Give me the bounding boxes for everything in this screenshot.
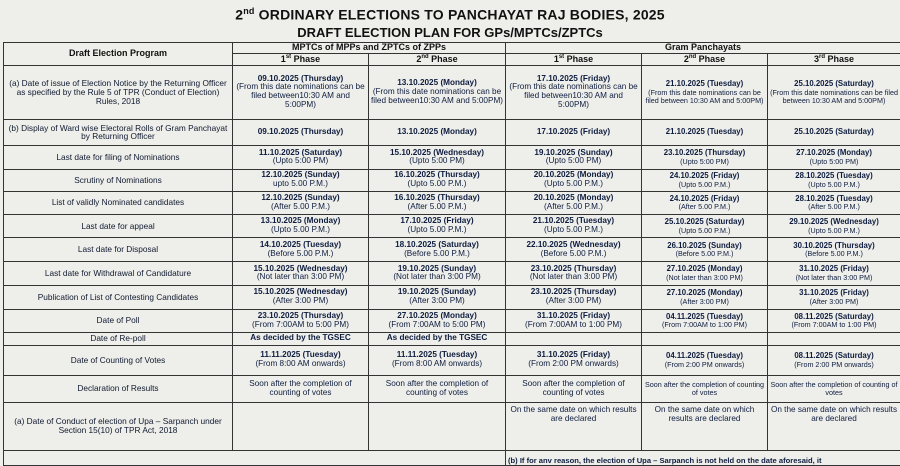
cell-date: 25.10.2025 (Saturday) bbox=[794, 79, 874, 89]
cell-date: 28.10.2025 (Tuesday) bbox=[795, 193, 873, 203]
cell-note: (Before 5.00 P.M.) bbox=[404, 248, 470, 258]
cell-note: (Upto 5.00 P.M.) bbox=[678, 225, 731, 235]
cell-date: 31.10.2025 (Friday) bbox=[536, 350, 611, 360]
document-title: 2nd ORDINARY ELECTIONS TO PANCHAYAT RAJ BODIES, 2025 bbox=[235, 6, 665, 23]
cell-note: (Upto 5.00 P.M.) bbox=[808, 225, 860, 235]
cell-note: (Upto 5.00 P.M.) bbox=[544, 179, 604, 189]
cell-note: (From 7:00AM to 1:00 PM) bbox=[525, 319, 622, 329]
empty-cell bbox=[233, 402, 369, 450]
cell-date: 09.10.2025 (Thursday) bbox=[257, 73, 344, 83]
schedule-cell bbox=[506, 309, 642, 332]
cell-date: 11.11.2025 (Tuesday) bbox=[396, 350, 478, 360]
schedule-cell bbox=[768, 402, 900, 450]
schedule-cell bbox=[768, 262, 900, 286]
cell-date: 30.10.2025 (Thursday) bbox=[793, 240, 875, 250]
cell-note: Soon after the completion of counting of votes bbox=[644, 380, 765, 397]
schedule-cell bbox=[642, 215, 768, 238]
schedule-cell bbox=[768, 285, 900, 309]
schedule-row bbox=[4, 345, 900, 375]
cell-note: (Before 5.00 P.M.) bbox=[267, 248, 334, 258]
document-subtitle: DRAFT ELECTION PLAN FOR GPs/MPTCs/ZPTCs bbox=[297, 25, 603, 40]
row-label: Date of Counting of Votes bbox=[4, 345, 233, 375]
schedule-cell bbox=[233, 191, 369, 215]
schedule-cell bbox=[369, 285, 506, 309]
group-header-mptc-zptc: MPTCs of MPPs and ZPTCs of ZPPs bbox=[233, 43, 506, 54]
cell-date: 19.10.2025 (Sunday) bbox=[397, 287, 477, 297]
schedule-cell bbox=[233, 169, 369, 191]
cell-note: (After 3:00 PM) bbox=[680, 296, 729, 306]
cell-note: (From 8:00 AM onwards) bbox=[255, 359, 346, 369]
schedule-cell bbox=[642, 238, 768, 262]
cell-note: (From 2:00 PM onwards) bbox=[794, 359, 874, 369]
cell-note: (From this date nominations can be filed between10:30 AM and 5:00PM) bbox=[371, 86, 503, 105]
schedule-cell bbox=[768, 215, 900, 238]
schedule-cell bbox=[642, 65, 768, 119]
cell-date: As decided by the TGSEC bbox=[250, 333, 351, 343]
cell-date: 09.10.2025 (Thursday) bbox=[257, 127, 344, 137]
cell-note: (From this date nominations can be filed between10:30 AM and 5:00PM) bbox=[236, 82, 365, 110]
cell-date: 24.10.2025 (Friday) bbox=[669, 171, 740, 181]
cell-note: (After 5.00 P.M.) bbox=[544, 201, 604, 211]
cell-date: 29.10.2025 (Wednesday) bbox=[789, 217, 879, 227]
cell-note: upto 5.00 P.M.) bbox=[273, 179, 328, 189]
schedule-cell bbox=[768, 145, 900, 169]
cell-date: 31.10.2025 (Friday) bbox=[799, 288, 869, 298]
cell-note: (After 3:00 PM) bbox=[809, 296, 859, 306]
schedule-cell bbox=[233, 309, 369, 332]
cell-note: (Not later than 3:00 PM) bbox=[529, 272, 618, 282]
cell-note: (Upto 5.00 P.M.) bbox=[678, 179, 731, 189]
cell-note: (Not later than 3:00 PM) bbox=[795, 272, 873, 282]
cell-note: (From this date nominations can be filed between 10:30 AM and 5:00PM) bbox=[645, 87, 764, 105]
phase-header: 1st Phase bbox=[233, 54, 369, 66]
schedule-cell bbox=[369, 375, 506, 402]
schedule-cell bbox=[506, 345, 642, 375]
schedule-cell bbox=[768, 345, 900, 375]
cell-note: Soon after the completion of counting of votes bbox=[249, 379, 352, 397]
cell-note: (Upto 5:00 PM) bbox=[809, 156, 859, 166]
cell-date: 21.10.2025 (Tuesday) bbox=[665, 127, 744, 137]
schedule-cell bbox=[642, 262, 768, 286]
cell-note: (Upto 5.00 P.M.) bbox=[270, 225, 330, 235]
schedule-cell bbox=[369, 345, 506, 375]
cell-note: (From this date nominations can be filed between10:30 AM and 5:00PM) bbox=[509, 82, 638, 110]
cell-note: (Upto 5.00 P.M.) bbox=[407, 225, 467, 235]
schedule-cell bbox=[233, 215, 369, 238]
row-label: Scrutiny of Nominations bbox=[4, 169, 233, 191]
schedule-cell bbox=[506, 65, 642, 119]
cell-date: 31.10.2025 (Friday) bbox=[536, 310, 611, 320]
cell-note: (Before 5.00 P.M.) bbox=[540, 248, 607, 258]
cell-note: (Before 5.00 P.M.) bbox=[675, 248, 734, 258]
schedule-row bbox=[4, 215, 900, 238]
schedule-row bbox=[4, 191, 900, 215]
cell-date: 17.10.2025 (Friday) bbox=[536, 127, 611, 137]
row-label: Last date for filing of Nominations bbox=[4, 145, 233, 169]
schedule-cell bbox=[369, 145, 506, 169]
cell-date: 20.10.2025 (Monday) bbox=[533, 170, 614, 180]
row-label: List of validly Nominated candidates bbox=[4, 191, 233, 215]
row-label: Declaration of Results bbox=[4, 375, 233, 402]
cell-date: 27.10.2025 (Monday) bbox=[796, 148, 872, 158]
schedule-cell bbox=[506, 402, 642, 450]
cell-date: 11.10.2025 (Saturday) bbox=[258, 147, 343, 157]
cell-date: 12.10.2025 (Sunday) bbox=[261, 170, 340, 180]
cell-note: (From 7:00AM to 1:00 PM) bbox=[791, 319, 877, 329]
schedule-cell bbox=[506, 145, 642, 169]
cell-date: 28.10.2025 (Tuesday) bbox=[795, 171, 873, 181]
cell-date: 15.10.2025 (Wednesday) bbox=[389, 147, 485, 157]
empty-cell bbox=[369, 402, 506, 450]
cell-date: 27.10.2025 (Monday) bbox=[666, 288, 743, 298]
row-label: (a) Date of issue of Election Notice by the Returning Officer as specified by the Rule 5 of TPR (Conduct of Election) Rules, 2018 bbox=[4, 65, 233, 119]
schedule-cell bbox=[642, 375, 768, 402]
phase-header: 2nd Phase bbox=[369, 54, 506, 66]
cell-note: (Before 5.00 P.M.) bbox=[805, 248, 863, 258]
cell-note: Soon after the completion of counting of votes bbox=[522, 379, 625, 397]
schedule-row bbox=[4, 375, 900, 402]
schedule-cell bbox=[233, 345, 369, 375]
cell-note: Soon after the completion of counting of votes bbox=[385, 379, 489, 397]
schedule-cell bbox=[768, 375, 900, 402]
group-header-gram-panchayats: Gram Panchayats bbox=[506, 43, 900, 54]
cell-note: (After 3:00 PM) bbox=[409, 296, 465, 306]
cell-note: (From 7:00AM to 5:00 PM) bbox=[252, 319, 349, 329]
schedule-cell bbox=[642, 345, 768, 375]
schedule-cell bbox=[369, 215, 506, 238]
cell-note: (Upto 5:00 PM) bbox=[680, 156, 729, 166]
cell-note: (After 5.00 P.M.) bbox=[678, 202, 731, 212]
cell-date: 19.10.2025 (Sunday) bbox=[534, 147, 613, 157]
cell-date: 23.10.2025 (Thursday) bbox=[257, 310, 344, 320]
phase-header: 3rd Phase bbox=[768, 54, 900, 66]
schedule-cell bbox=[642, 191, 768, 215]
schedule-cell bbox=[506, 191, 642, 215]
cell-date: 22.10.2025 (Wednesday) bbox=[526, 239, 621, 249]
schedule-cell bbox=[642, 169, 768, 191]
schedule-cell bbox=[506, 285, 642, 309]
row-label: Publication of List of Contesting Candidates bbox=[4, 285, 233, 309]
cell-date: 27.10.2025 (Monday) bbox=[666, 264, 743, 274]
cell-note: On the same date on which results are declared bbox=[770, 404, 898, 423]
schedule-cell bbox=[233, 285, 369, 309]
schedule-cell bbox=[369, 238, 506, 262]
schedule-cell bbox=[369, 262, 506, 286]
schedule-row bbox=[4, 262, 900, 286]
schedule-cell bbox=[233, 375, 369, 402]
cell-note: (Upto 5:00 PM) bbox=[272, 156, 329, 166]
schedule-cell bbox=[506, 169, 642, 191]
cell-note: Soon after the completion of counting of votes bbox=[770, 380, 898, 397]
cell-date: As decided by the TGSEC bbox=[386, 333, 488, 343]
schedule-cell bbox=[768, 169, 900, 191]
cell-date: 17.10.2025 (Friday) bbox=[536, 73, 611, 83]
schedule-cell bbox=[233, 262, 369, 286]
schedule-cell bbox=[233, 119, 369, 145]
schedule-cell bbox=[768, 65, 900, 119]
cell-date: 04.11.2025 (Tuesday) bbox=[666, 311, 744, 321]
schedule-cell bbox=[369, 332, 506, 345]
cell-date: 24.10.2025 (Friday) bbox=[669, 193, 740, 203]
schedule-cell bbox=[642, 402, 768, 450]
cell-date: 16.10.2025 (Thursday) bbox=[394, 193, 480, 203]
schedule-row bbox=[4, 65, 900, 119]
cell-date: 04.11.2025 (Tuesday) bbox=[666, 351, 744, 361]
cell-note: (Upto 5:00 PM) bbox=[545, 156, 602, 166]
cell-date: 26.10.2025 (Sunday) bbox=[667, 240, 742, 250]
row-label: Date of Re-poll bbox=[4, 332, 233, 345]
row-label: Date of Poll bbox=[4, 309, 233, 332]
cell-note: (After 3:00 PM) bbox=[272, 296, 329, 306]
upa-sarpanch-row bbox=[4, 402, 900, 450]
cell-date: 31.10.2025 (Friday) bbox=[799, 264, 869, 274]
schedule-row bbox=[4, 169, 900, 191]
schedule-cell bbox=[233, 238, 369, 262]
cell-date: 16.10.2025 (Thursday) bbox=[394, 170, 480, 180]
cell-note: (From 2:00 PM onwards) bbox=[664, 359, 745, 369]
row-label: (a) Date of Conduct of election of Upa – Sarpanch under Section 15(10) of TPR Act, 2018 bbox=[4, 402, 233, 450]
cell-note: On the same date on which results are declared bbox=[510, 404, 637, 423]
schedule-cell bbox=[506, 262, 642, 286]
cell-date: 15.10.2025 (Wednesday) bbox=[253, 263, 348, 273]
schedule-cell bbox=[369, 65, 506, 119]
schedule-cell bbox=[506, 375, 642, 402]
cell-note: (From 7:00AM to 5:00 PM) bbox=[388, 319, 486, 329]
cell-date: 23.10.2025 (Thursday) bbox=[530, 287, 617, 297]
row-label: Last date for Disposal bbox=[4, 238, 233, 262]
schedule-row bbox=[4, 285, 900, 309]
schedule-cell bbox=[768, 119, 900, 145]
cell-note: (Upto 5.00 P.M.) bbox=[544, 225, 604, 235]
schedule-cell bbox=[506, 215, 642, 238]
schedule-row bbox=[4, 145, 900, 169]
cell-date: 18.10.2025 (Saturday) bbox=[395, 239, 479, 249]
schedule-cell bbox=[506, 119, 642, 145]
empty-cell bbox=[4, 450, 506, 465]
election-schedule-table bbox=[3, 42, 900, 466]
cell-date: 25.10.2025 (Saturday) bbox=[664, 217, 745, 227]
schedule-row bbox=[4, 238, 900, 262]
cell-date: 08.11.2025 (Saturday) bbox=[794, 311, 874, 321]
schedule-body bbox=[4, 65, 900, 465]
cell-note: (From 2:00 PM onwards) bbox=[528, 359, 619, 369]
schedule-cell bbox=[233, 65, 369, 119]
cell-date: 23.10.2025 (Thursday) bbox=[530, 263, 617, 273]
schedule-cell bbox=[642, 309, 768, 332]
cell-note: (From 7:00AM to 1:00 PM) bbox=[661, 319, 748, 329]
cell-date: 12.10.2025 (Sunday) bbox=[261, 193, 340, 203]
cell-note: (Not later than 3:00 PM) bbox=[393, 272, 481, 282]
cell-note: (After 3:00 PM) bbox=[545, 296, 602, 306]
schedule-cell bbox=[506, 332, 642, 345]
cell-date: 13.10.2025 (Monday) bbox=[397, 78, 477, 88]
cell-note: On the same date on which results are declared bbox=[654, 404, 755, 423]
cell-date: 20.10.2025 (Monday) bbox=[533, 193, 614, 203]
cell-date: 08.11.2025 (Saturday) bbox=[794, 351, 874, 361]
phase-header: 1st Phase bbox=[506, 54, 642, 66]
row-label: Last date for Withdrawal of Candidature bbox=[4, 262, 233, 286]
cell-date: 14.10.2025 (Tuesday) bbox=[259, 239, 342, 249]
cell-date: 13.10.2025 (Monday) bbox=[260, 216, 341, 226]
cell-note: (Upto 5.00 P.M.) bbox=[808, 179, 860, 189]
schedule-cell bbox=[768, 332, 900, 345]
cell-date: 17.10.2025 (Friday) bbox=[400, 216, 474, 226]
cell-note: (Upto 5.00 P.M.) bbox=[407, 179, 467, 189]
cell-date: 27.10.2025 (Monday) bbox=[397, 310, 477, 320]
cell-note: (From this date nominations can be filed between 10:30 AM and 5:00PM) bbox=[770, 87, 898, 105]
cell-date: 21.10.2025 (Tuesday) bbox=[665, 79, 744, 89]
schedule-cell bbox=[768, 238, 900, 262]
schedule-cell bbox=[642, 145, 768, 169]
schedule-cell bbox=[369, 309, 506, 332]
schedule-cell bbox=[768, 309, 900, 332]
row-label: (b) Display of Ward wise Electoral Rolls of Gram Panchayat by Returning Officer bbox=[4, 119, 233, 145]
schedule-cell bbox=[233, 332, 369, 345]
schedule-cell bbox=[642, 285, 768, 309]
cell-date: 25.10.2025 (Saturday) bbox=[794, 127, 874, 137]
cell-date: 21.10.2025 (Tuesday) bbox=[532, 216, 615, 226]
cell-date: 19.10.2025 (Sunday) bbox=[397, 263, 477, 273]
row-label: Last date for appeal bbox=[4, 215, 233, 238]
schedule-row bbox=[4, 309, 900, 332]
cell-date: 15.10.2025 (Wednesday) bbox=[253, 287, 348, 297]
cell-date: 11.11.2025 (Tuesday) bbox=[260, 350, 341, 360]
cell-note: (After 5.00 P.M.) bbox=[808, 202, 860, 212]
schedule-cell bbox=[642, 332, 768, 345]
cell-note: (Not later than 3:00 PM) bbox=[256, 272, 345, 282]
schedule-row bbox=[4, 119, 900, 145]
cell-date: 13.10.2025 (Monday) bbox=[397, 127, 477, 137]
schedule-cell bbox=[642, 119, 768, 145]
phase-header: 2nd Phase bbox=[642, 54, 768, 66]
footnote-text: (b) If for anv reason, the election of Upa – Sarpanch is not held on the date aforesaid, it bbox=[506, 450, 900, 465]
cell-date: 23.10.2025 (Thursday) bbox=[663, 148, 746, 158]
footnote-row bbox=[4, 450, 900, 465]
schedule-cell bbox=[768, 191, 900, 215]
program-column-header: Draft Election Program bbox=[4, 43, 233, 66]
cell-note: (After 5.00 P.M.) bbox=[407, 201, 467, 211]
schedule-cell bbox=[506, 238, 642, 262]
schedule-cell bbox=[369, 119, 506, 145]
schedule-cell bbox=[369, 169, 506, 191]
schedule-cell bbox=[369, 191, 506, 215]
schedule-cell bbox=[233, 145, 369, 169]
cell-note: (After 5.00 P.M.) bbox=[270, 201, 330, 211]
cell-note: (From 8:00 AM onwards) bbox=[391, 359, 483, 369]
cell-note: (Not later than 3:00 PM) bbox=[666, 272, 743, 282]
schedule-row bbox=[4, 332, 900, 345]
cell-note: (Upto 5:00 PM) bbox=[409, 156, 465, 166]
